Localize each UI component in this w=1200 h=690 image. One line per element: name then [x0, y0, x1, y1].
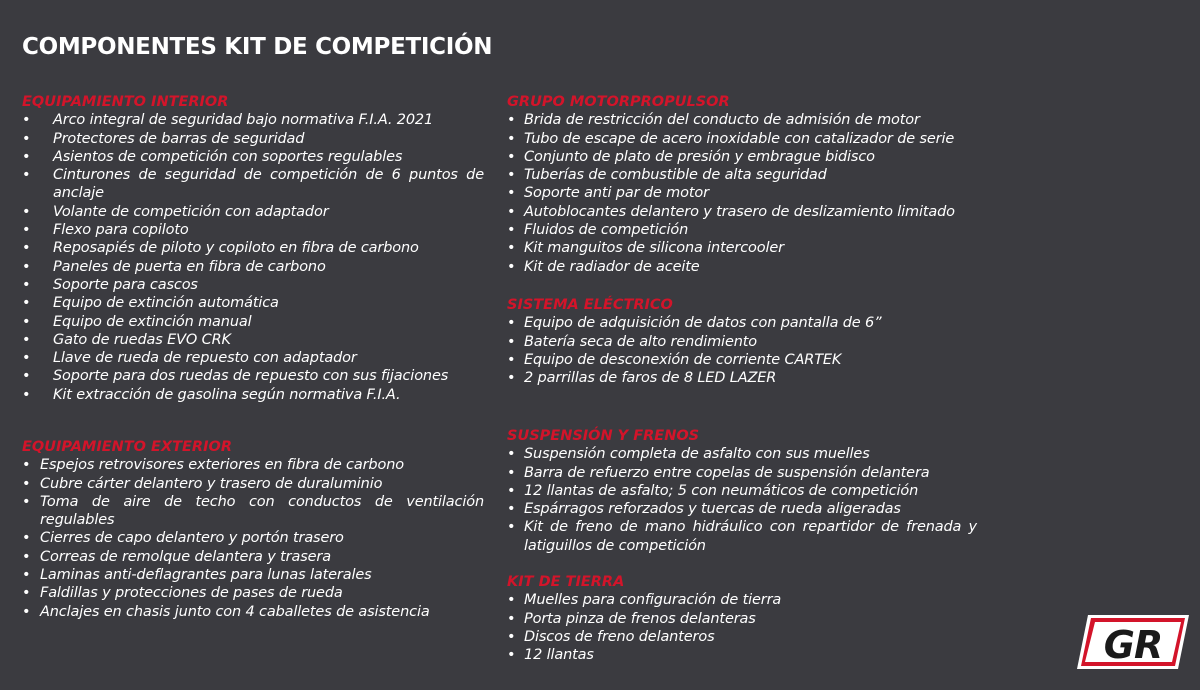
- list-item-text: Autoblocantes delantero y trasero de deslizamiento limitado: [524, 203, 955, 220]
- bullet-icon: •: [22, 603, 31, 620]
- list-item-text: Correas de remolque delantera y trasera: [40, 548, 331, 565]
- list-item-text: Protectores de barras de seguridad: [53, 130, 305, 147]
- bullet-icon: •: [507, 185, 516, 202]
- list-item: [507, 610, 977, 628]
- bullet-icon: •: [22, 350, 31, 367]
- list-item-text: Soporte para cascos: [53, 276, 198, 293]
- bullet-icon: •: [22, 386, 31, 403]
- bullet-icon: •: [22, 530, 31, 547]
- bullet-icon: •: [507, 148, 516, 165]
- list-item-text: Tuberías de combustible de alta seguridad: [524, 167, 827, 184]
- list-item: [22, 111, 484, 129]
- bullet-icon: •: [22, 203, 31, 220]
- list-item-text: Volante de competición con adaptador: [53, 203, 329, 220]
- section-title: GRUPO MOTORPROPULSOR: [507, 94, 730, 110]
- list-item-text: Equipo de desconexión de corriente CARTEK: [524, 351, 842, 368]
- list-item-text: 12 llantas de asfalto; 5 con neumáticos de competición: [524, 482, 919, 499]
- bullet-icon: •: [22, 148, 31, 165]
- list-item: [507, 184, 977, 202]
- bullet-icon: •: [507, 464, 516, 481]
- bullet-icon: •: [22, 585, 31, 602]
- bullet-icon: •: [507, 222, 516, 239]
- list-item-text: Tubo de escape de acero inoxidable con catalizador de serie: [524, 130, 955, 147]
- list-item-text: Cubre cárter delantero y trasero de duraluminio: [40, 475, 383, 492]
- list-item-text: 2 parrillas de faros de 8 LED LAZER: [524, 370, 777, 387]
- bullet-icon: •: [507, 315, 516, 332]
- section-interior: [22, 93, 484, 438]
- list-item-text: Soporte para dos ruedas de repuesto con sus fijaciones: [53, 368, 449, 385]
- list-item-text: Asientos de competición con soportes regulables: [53, 148, 403, 165]
- bullet-icon: •: [507, 240, 516, 257]
- list-item-text: 12 llantas: [524, 647, 594, 664]
- list-item: [507, 369, 977, 387]
- list-item-text: Equipo de extinción manual: [53, 313, 252, 330]
- section-gravel-kit: [507, 573, 977, 664]
- list-item-text: Porta pinza de frenos delanteras: [524, 610, 756, 627]
- bullet-icon: •: [22, 313, 31, 330]
- bullet-icon: •: [507, 130, 516, 147]
- list-item-text: Conjunto de plato de presión y embrague bidisco: [524, 148, 875, 165]
- list-item-text: Anclajes en chasis junto con 4 caballetes de asistencia: [40, 603, 430, 620]
- list-item: [22, 349, 484, 367]
- gr-logo-icon: [1076, 614, 1190, 670]
- bullet-icon: •: [22, 276, 31, 293]
- bullet-icon: •: [22, 368, 31, 385]
- section-title: EQUIPAMIENTO EXTERIOR: [22, 439, 232, 455]
- bullet-icon: •: [507, 519, 516, 536]
- list-item-text: Reposapiés de piloto y copiloto en fibra de carbono: [53, 240, 419, 257]
- list-item-text: Faldillas y protecciones de pases de rueda: [40, 585, 343, 602]
- list-item-text: Suspensión completa de asfalto con sus muelles: [524, 446, 870, 463]
- section-title: SISTEMA ELÉCTRICO: [507, 297, 673, 313]
- bullet-icon: •: [507, 203, 516, 220]
- list-item: [507, 221, 977, 239]
- list-item-text: Cinturones de seguridad de competición de 6 puntos de anclaje: [53, 167, 484, 202]
- section-list: [22, 111, 484, 404]
- bullet-icon: •: [22, 167, 31, 184]
- bullet-icon: •: [22, 567, 31, 584]
- list-item: [507, 628, 977, 646]
- bullet-icon: •: [22, 222, 31, 239]
- list-item-text: Gato de ruedas EVO CRK: [53, 331, 231, 348]
- list-item: [22, 221, 484, 239]
- list-item: [507, 482, 977, 500]
- list-item: [507, 314, 977, 332]
- list-item-text: Batería seca de alto rendimiento: [524, 333, 758, 350]
- list-item: [22, 386, 484, 404]
- section-electrical: [507, 296, 977, 427]
- list-item-text: Equipo de extinción automática: [53, 295, 279, 312]
- list-item: [507, 333, 977, 351]
- list-item-text: Kit de freno de mano hidráulico con repartidor de frenada y latiguillos de competición: [524, 519, 977, 554]
- list-item-text: Espárragos reforzados y tuercas de rueda aligeradas: [524, 501, 901, 518]
- bullet-icon: •: [22, 112, 31, 129]
- list-item-text: Soporte anti par de motor: [524, 185, 709, 202]
- list-item-text: Kit de radiador de aceite: [524, 258, 700, 275]
- list-item: [22, 566, 484, 584]
- list-item-text: Barra de refuerzo entre copelas de suspensión delantera: [524, 464, 930, 481]
- list-item: [22, 258, 484, 276]
- list-item: [507, 130, 977, 148]
- list-item-text: Kit extracción de gasolina según normativa F.I.A.: [53, 386, 401, 403]
- list-item: [507, 591, 977, 609]
- list-item-text: Toma de aire de techo con conductos de ventilación regulables: [40, 493, 484, 529]
- logo-text: GR: [1103, 623, 1163, 667]
- bullet-icon: •: [507, 482, 516, 499]
- list-item: [507, 518, 977, 555]
- list-item: [507, 166, 977, 184]
- bullet-icon: •: [22, 548, 31, 565]
- list-item: [507, 203, 977, 221]
- section-title: KIT DE TIERRA: [507, 574, 625, 590]
- bullet-icon: •: [22, 331, 31, 348]
- bullet-icon: •: [507, 167, 516, 184]
- bullet-icon: •: [507, 370, 516, 387]
- list-item: [22, 548, 484, 566]
- list-item: [507, 351, 977, 369]
- list-item: [22, 529, 484, 547]
- list-item: [22, 584, 484, 602]
- section-exterior: [22, 438, 484, 621]
- list-item: [507, 148, 977, 166]
- list-item-text: Llave de rueda de repuesto con adaptador: [53, 350, 357, 367]
- list-item: [22, 493, 484, 530]
- list-item: [22, 294, 484, 312]
- list-item: [507, 111, 977, 129]
- bullet-icon: •: [22, 493, 31, 510]
- list-item: [22, 276, 484, 294]
- list-item: [507, 646, 977, 664]
- list-item-text: Brida de restricción del conducto de admisión de motor: [524, 112, 920, 129]
- list-item: [507, 464, 977, 482]
- list-item: [22, 475, 484, 493]
- section-suspension-brakes: [507, 427, 977, 573]
- bullet-icon: •: [22, 130, 31, 147]
- bullet-icon: •: [507, 112, 516, 129]
- section-title: SUSPENSIÓN Y FRENOS: [507, 428, 700, 444]
- list-item: [22, 166, 484, 203]
- list-item: [507, 258, 977, 276]
- list-item-text: Kit manguitos de silicona intercooler: [524, 240, 784, 257]
- list-item: [22, 203, 484, 221]
- bullet-icon: •: [507, 351, 516, 368]
- bullet-icon: •: [507, 628, 516, 645]
- bullet-icon: •: [507, 647, 516, 664]
- bullet-icon: •: [22, 475, 31, 492]
- list-item: [507, 500, 977, 518]
- section-title: EQUIPAMIENTO INTERIOR: [22, 94, 229, 110]
- bullet-icon: •: [22, 258, 31, 275]
- list-item-text: Espejos retrovisores exteriores en fibra de carbono: [40, 457, 404, 474]
- list-item: [507, 239, 977, 257]
- right-column: [507, 93, 977, 664]
- list-item: [22, 130, 484, 148]
- bullet-icon: •: [507, 258, 516, 275]
- page-title: COMPONENTES KIT DE COMPETICIÓN: [22, 34, 493, 60]
- list-item-text: Fluidos de competición: [524, 222, 689, 239]
- list-item: [22, 603, 484, 621]
- list-item: [22, 456, 484, 474]
- list-item: [22, 148, 484, 166]
- list-item-text: Flexo para copiloto: [53, 222, 189, 239]
- list-item: [22, 367, 484, 385]
- list-item: [22, 313, 484, 331]
- section-list: [507, 445, 977, 555]
- list-item-text: Discos de freno delanteros: [524, 628, 715, 645]
- bullet-icon: •: [507, 592, 516, 609]
- list-item-text: Equipo de adquisición de datos con pantalla de 6”: [524, 315, 882, 332]
- list-item-text: Cierres de capo delantero y portón trasero: [40, 530, 344, 547]
- list-item-text: Muelles para configuración de tierra: [524, 592, 782, 609]
- bullet-icon: •: [22, 457, 31, 474]
- list-item-text: Laminas anti-deflagrantes para lunas laterales: [40, 567, 372, 584]
- list-item: [507, 445, 977, 463]
- section-list: [507, 591, 977, 664]
- list-item-text: Paneles de puerta en fibra de carbono: [53, 258, 326, 275]
- bullet-icon: •: [22, 295, 31, 312]
- bullet-icon: •: [507, 333, 516, 350]
- section-list: [507, 314, 977, 387]
- left-column: [22, 93, 484, 621]
- section-powertrain: [507, 93, 977, 296]
- section-list: [507, 111, 977, 276]
- list-item: [22, 331, 484, 349]
- bullet-icon: •: [507, 446, 516, 463]
- list-item-text: Arco integral de seguridad bajo normativa F.I.A. 2021: [53, 112, 434, 129]
- list-item: [22, 239, 484, 257]
- section-list: [22, 456, 484, 621]
- bullet-icon: •: [507, 501, 516, 518]
- bullet-icon: •: [22, 240, 31, 257]
- bullet-icon: •: [507, 610, 516, 627]
